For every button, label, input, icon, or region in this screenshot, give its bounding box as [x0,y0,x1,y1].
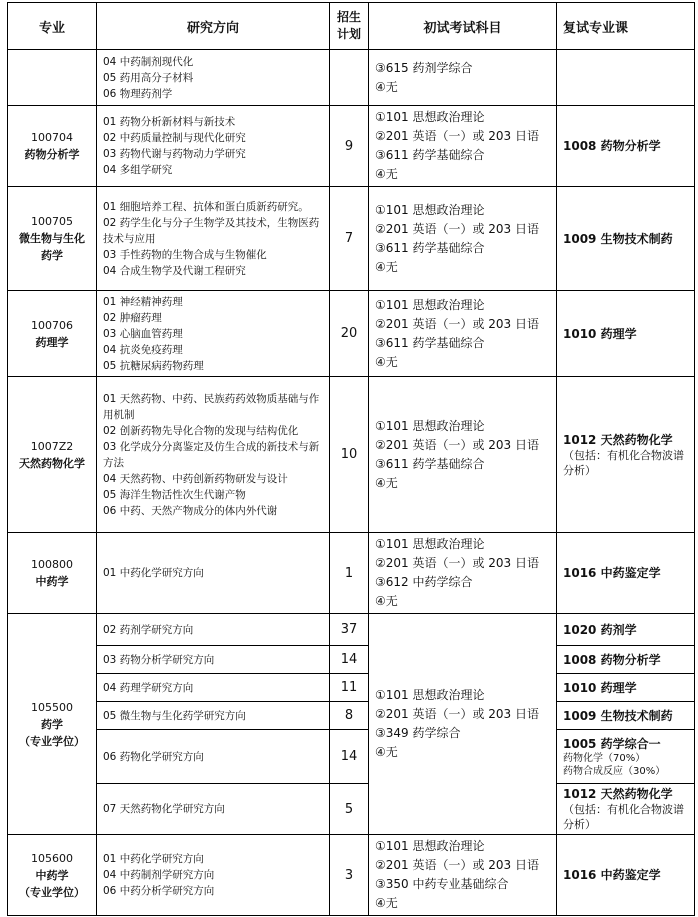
direction-item: 02 药剂学研究方向 [103,623,194,636]
direction-item: 05 抗糖尿病药物药理 [103,359,204,372]
direction-cell [97,730,330,784]
direction-item: 06 物理药剂学 [103,87,173,100]
exam-item: ②201 英语（一）或 203 日语 [375,858,540,872]
major-name: 天然药物化学 [19,456,85,470]
plan-cell: 11 [330,674,369,702]
retest-cell: 1010 药理学 [557,674,695,702]
direction-item: 03 化学成分分离鉴定及仿生合成的新技术与新方法 [103,440,320,469]
major-cell [8,835,97,916]
retest-cell: 1008 药物分析学 [557,106,695,187]
plan-cell: 14 [330,730,369,784]
retest-cell [557,377,695,533]
direction-item: 01 中药化学研究方向 [103,567,204,579]
table-row [8,730,695,784]
exam-item: ④无 [375,475,398,490]
exam-item: ④无 [375,79,398,94]
direction-item: 05 海洋生物活性次生代谢产物 [103,488,246,501]
exam-cell [369,106,557,187]
major-cell [8,106,97,187]
direction-cell [97,377,330,533]
retest-note: （包括：有机化合物波谱分析） [563,803,684,831]
header-row [8,3,695,50]
major-name-line2: （专业学位） [19,734,85,748]
exam-item: ③611 药学基础综合 [375,456,485,471]
retest-cell: 1009 生物技术制药 [557,187,695,291]
table-row [8,50,695,106]
direction-cell [97,702,330,730]
exam-item: ④无 [375,745,398,759]
table-row [8,614,695,646]
plan-cell: 8 [330,702,369,730]
direction-item: 02 药学生化与分子生物学及其技术，生物医药技术与应用 [103,216,320,245]
table-row [8,674,695,702]
direction-item: 05 药用高分子材料 [103,71,194,84]
header-retest: 复试专业课 [557,3,695,50]
direction-item: 04 中药制剂现代化 [103,55,194,68]
direction-item: 03 药物分析学研究方向 [103,653,215,666]
retest-note: （包括：有机化合物波谱分析） [563,448,684,477]
direction-cell [97,291,330,377]
retest-note: 药物化学（70%） [563,752,646,764]
plan-cell [330,50,369,106]
exam-cell [369,187,557,291]
exam-cell [369,533,557,614]
major-code: 1007Z2 [30,439,74,453]
direction-item: 03 手性药物的生物合成与生物催化 [103,248,267,261]
direction-item: 06 药物化学研究方向 [103,750,204,763]
exam-item: ④无 [375,354,398,369]
major-cell [8,50,97,106]
plan-cell: 5 [330,784,369,835]
exam-item: ②201 英语（一）或 203 日语 [375,221,540,236]
exam-item: ②201 英语（一）或 203 日语 [375,129,540,143]
exam-item: ①101 思想政治理论 [375,688,485,702]
direction-item: 01 神经精神药理 [103,295,183,308]
retest-cell: 1010 药理学 [557,291,695,377]
direction-cell [97,674,330,702]
exam-cell [369,835,557,916]
major-name: 药学 [41,717,63,731]
retest-course: 1012 天然药物化学 [563,787,673,801]
direction-item: 01 细胞培养工程、抗体和蛋白质新药研究。 [103,200,309,213]
retest-cell [557,784,695,835]
header-direction: 研究方向 [97,3,330,50]
admission-table [7,2,695,916]
direction-item: 07 天然药物化学研究方向 [103,803,225,815]
major-code: 105500 [31,700,73,714]
exam-item: ②201 英语（一）或 203 日语 [375,556,540,570]
direction-cell [97,835,330,916]
major-name: 中药学 [35,575,69,588]
direction-item: 06 中药、天然产物成分的体内外代谢 [103,504,278,517]
table-row [8,784,695,835]
direction-cell [97,784,330,835]
plan-cell: 7 [330,187,369,291]
table-row [8,377,695,533]
exam-item: ②201 英语（一）或 203 日语 [375,437,540,452]
retest-note: 药物合成反应（30%） [563,765,666,777]
plan-cell: 10 [330,377,369,533]
exam-item: ③349 药学综合 [375,726,461,740]
major-name: 中药学 [35,868,69,882]
exam-cell [369,377,557,533]
direction-item: 02 肿瘤药理 [103,311,162,324]
exam-item: ③615 药剂学综合 [375,60,473,75]
header-major: 专业 [8,3,97,50]
plan-cell: 37 [330,614,369,646]
table-row [8,835,695,916]
header-plan-line2: 计划 [336,27,361,41]
major-code: 100704 [31,131,73,144]
major-cell [8,187,97,291]
direction-item: 02 中药质量控制与现代化研究 [103,132,246,144]
direction-cell [97,106,330,187]
exam-item: ④无 [375,259,398,274]
major-name-line2: 药学 [41,249,63,262]
major-name: 药理学 [35,335,69,349]
major-code: 100705 [31,215,73,228]
retest-cell [557,50,695,106]
header-plan-line1: 招生 [336,10,361,24]
direction-item: 04 中药制剂学研究方向 [103,869,215,881]
exam-item: ①101 思想政治理论 [375,297,485,312]
exam-item: ①101 思想政治理论 [375,839,485,853]
direction-item: 05 微生物与生化药学研究方向 [103,709,246,722]
direction-item: 02 创新药物先导化合物的发现与结构优化 [103,424,299,437]
direction-cell [97,533,330,614]
plan-cell: 14 [330,646,369,674]
plan-cell: 20 [330,291,369,377]
direction-item: 03 心脑血管药理 [103,327,183,340]
plan-cell: 3 [330,835,369,916]
direction-item: 03 药物代谢与药物动力学研究 [103,148,246,160]
table-row [8,646,695,674]
table-row [8,291,695,377]
direction-cell [97,50,330,106]
major-name: 药物分析学 [24,148,80,161]
major-code: 105600 [31,851,73,865]
major-cell [8,533,97,614]
direction-item: 04 合成生物学及代谢工程研究 [103,264,246,277]
direction-item: 01 天然药物、中药、民族药药效物质基础与作用机制 [103,392,320,421]
exam-cell [369,291,557,377]
table-row [8,187,695,291]
exam-cell [369,614,557,835]
direction-cell [97,187,330,291]
direction-cell [97,614,330,646]
retest-course: 1005 药学综合一 [563,736,661,751]
retest-cell: 1016 中药鉴定学 [557,533,695,614]
table-row [8,533,695,614]
header-plan [330,3,369,50]
major-cell [8,614,97,835]
major-code: 100706 [31,318,73,332]
direction-item: 04 抗炎免疫药理 [103,343,183,356]
direction-item: 01 中药化学研究方向 [103,853,204,865]
exam-item: ④无 [375,594,398,608]
exam-item: ①101 思想政治理论 [375,537,485,551]
major-name-line2: （专业学位） [19,885,85,899]
exam-item: ③350 中药专业基础综合 [375,877,509,891]
plan-cell: 1 [330,533,369,614]
header-exam: 初试考试科目 [369,3,557,50]
direction-item: 06 中药分析学研究方向 [103,885,215,897]
retest-cell: 1020 药剂学 [557,614,695,646]
exam-item: ①101 思想政治理论 [375,202,485,217]
retest-cell: 1009 生物技术制药 [557,702,695,730]
direction-item: 04 天然药物、中药创新药物研发与设计 [103,472,288,485]
direction-cell [97,646,330,674]
exam-cell [369,50,557,106]
exam-item: ③611 药学基础综合 [375,148,485,162]
table-row [8,702,695,730]
exam-item: ①101 思想政治理论 [375,418,485,433]
direction-item: 04 多组学研究 [103,164,173,176]
exam-item: ④无 [375,167,398,181]
exam-item: ②201 英语（一）或 203 日语 [375,316,540,331]
plan-cell: 9 [330,106,369,187]
direction-item: 04 药理学研究方向 [103,681,194,694]
exam-item: ④无 [375,896,398,910]
major-cell [8,377,97,533]
retest-cell: 1016 中药鉴定学 [557,835,695,916]
exam-item: ③612 中药学综合 [375,575,473,589]
retest-cell: 1008 药物分析学 [557,646,695,674]
major-code: 100800 [31,558,73,571]
exam-item: ②201 英语（一）或 203 日语 [375,707,540,721]
exam-item: ③611 药学基础综合 [375,240,485,255]
exam-item: ③611 药学基础综合 [375,335,485,350]
exam-item: ①101 思想政治理论 [375,110,485,124]
major-cell [8,291,97,377]
retest-course: 1012 天然药物化学 [563,432,673,447]
retest-cell [557,730,695,784]
direction-item: 01 药物分析新材料与新技术 [103,116,236,128]
major-name: 微生物与生化 [19,232,85,245]
table-row [8,106,695,187]
